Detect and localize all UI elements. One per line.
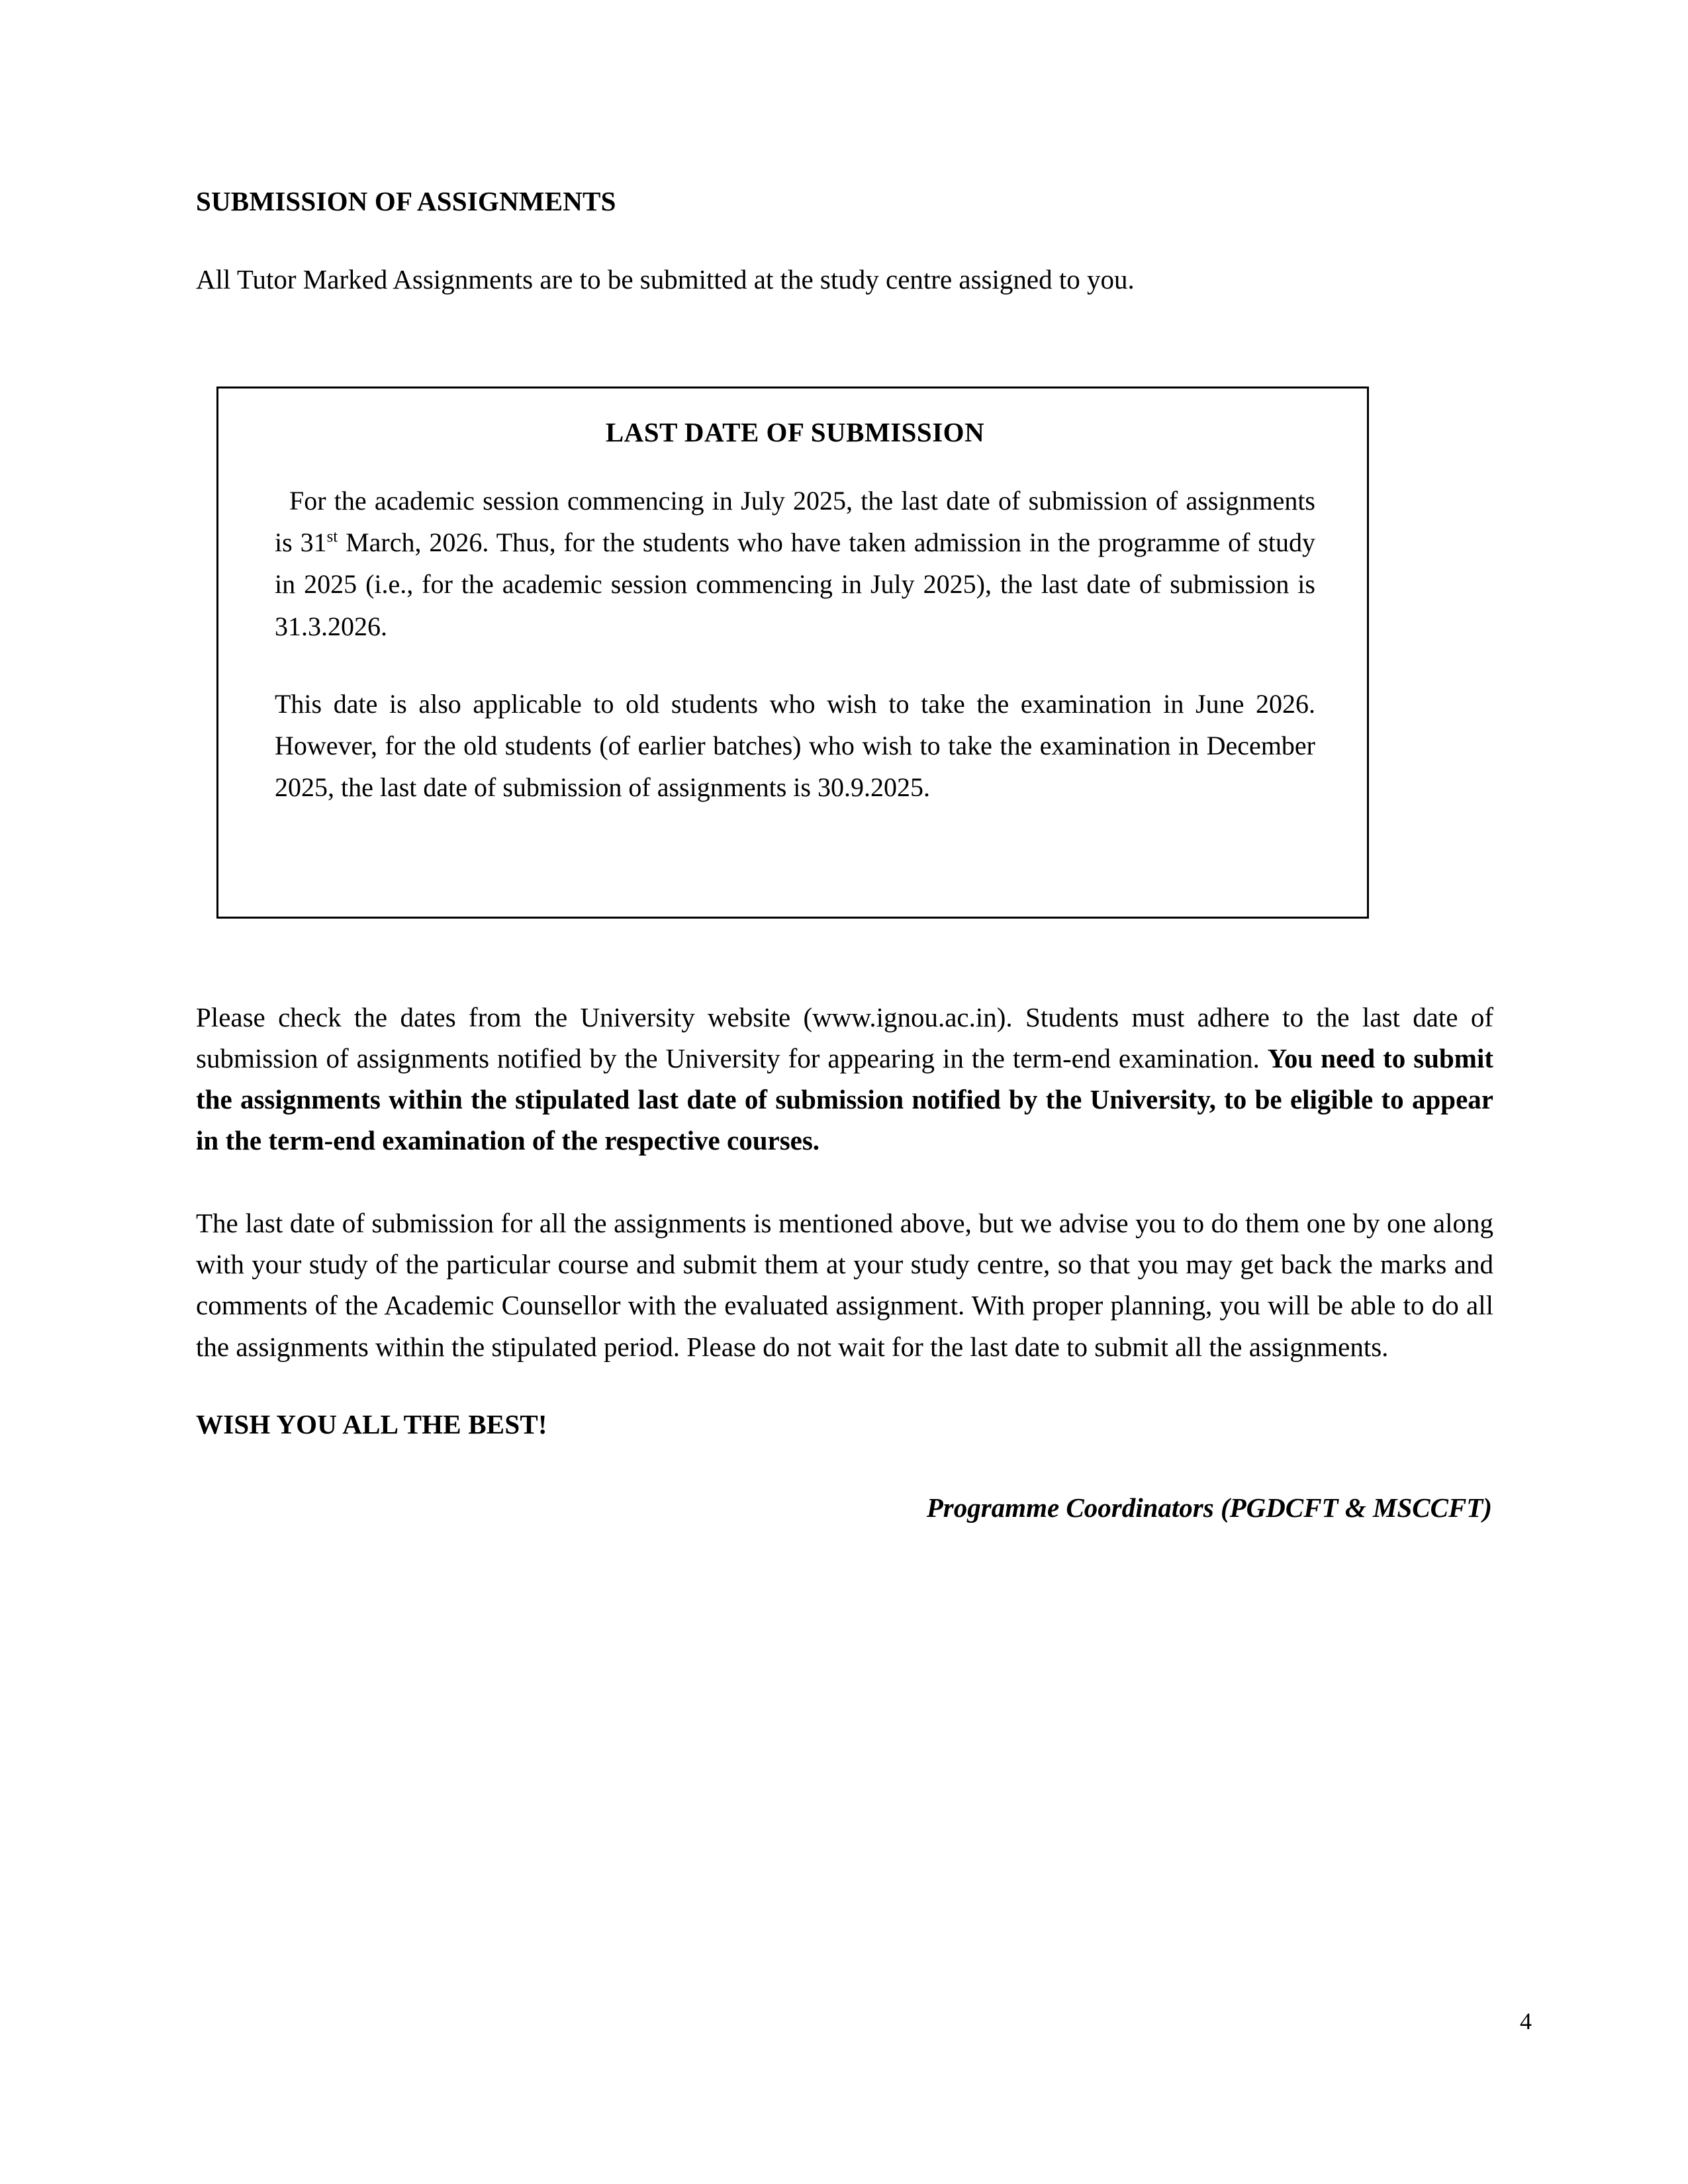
date-box-title: LAST DATE OF SUBMISSION — [605, 417, 985, 447]
signature-line: Programme Coordinators (PGDCFT & MSCCFT) — [926, 1492, 1492, 1523]
spacer — [196, 1161, 1493, 1203]
closing-statement: WISH YOU ALL THE BEST! — [196, 1409, 547, 1439]
date-box-content — [218, 388, 1367, 808]
spacer — [196, 1440, 1493, 1492]
page-number: 4 — [1520, 2008, 1532, 2034]
intro-paragraph: All Tutor Marked Assignments are to be submitted at the study centre assigned to you. — [196, 264, 1135, 295]
submission-adherence-normal-text: Please check the dates from the University website (www.ignou.ac.in). Students must adhere to the last date of submission of assignments notified by the University for appearing in the term-end examination. — [196, 1001, 1493, 1073]
date-box-paragraph-1-text-after-ordinal: March, 2026. Thus, for the students who have taken admission in the programme of study in 2025 (i.e., for the academic session commencing in July 2025), the last date of submission is 31.3.2026. — [275, 527, 1315, 641]
date-box-paragraph-2: This date is also applicable to old students who wish to take the examination in June 2026. However, for the old students (of earlier batches) who wish to take the examination in December 2025, the last date of submission of assignments is 30.9.2025. — [275, 688, 1315, 803]
submission-adherence-paragraph — [196, 997, 1493, 1161]
last-date-of-submission-box — [216, 387, 1369, 919]
page-title: SUBMISSION OF ASSIGNMENTS — [196, 186, 616, 216]
date-box-paragraph-1 — [275, 480, 1315, 647]
date-box-paragraph-1-text-before-ordinal: For the academic session commencing in July 2025, the last date of submission of assignments is 31 — [275, 486, 1315, 558]
submission-adherence-bold-text: You need to submit the assignments within the stipulated last date of submission notified by the University, to be eligible to appear in the term-end examination of the respective courses. — [196, 1042, 1493, 1156]
spacer — [196, 1367, 1493, 1408]
ordinal-suffix: st — [326, 527, 338, 546]
spacer — [196, 218, 1493, 259]
advice-paragraph: The last date of submission for all the assignments is mentioned above, but we advise you to do them one by one along with your study of the particular course and submit them at your study centre, so that you may get back the marks and comments of the Academic Counsellor with the evaluated assignment. With proper planning, you will be able to do all the assignments within the stipulated period. Please do not wait for the last date to submit all the assignments. — [196, 1207, 1493, 1362]
